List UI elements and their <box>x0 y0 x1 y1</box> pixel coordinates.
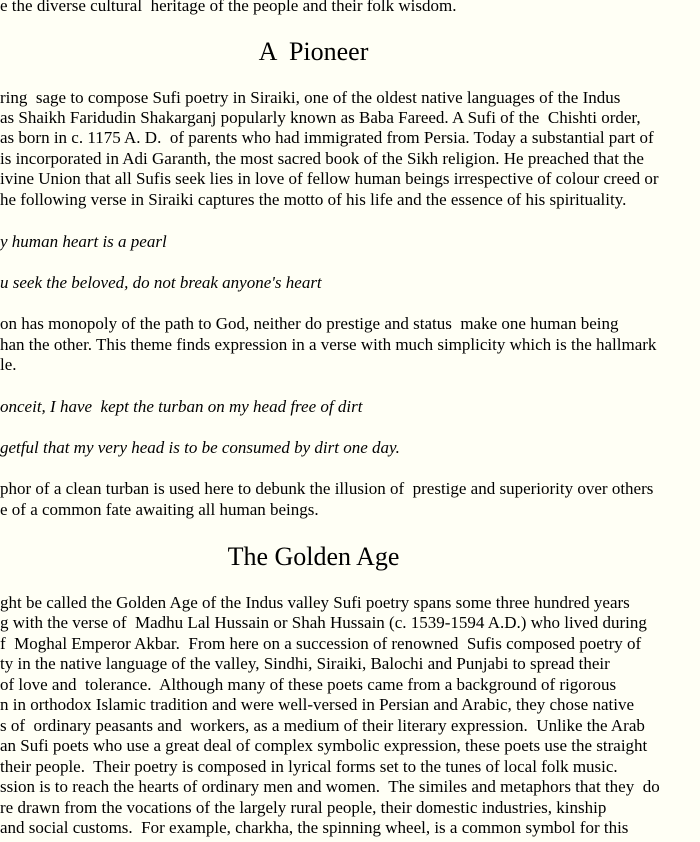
paragraph-line: re drawn from the vocations of the largely rural people, their domestic industries, kinship <box>0 798 607 817</box>
verse-line: getful that my very head is to be consumed by dirt one day. <box>0 438 400 457</box>
paragraph-line: han the other. This theme finds expression in a verse with much simplicity which is the hallmark <box>0 335 657 354</box>
paragraph-line: an Sufi poets who use a great deal of complex symbolic expression, these poets use the straight <box>0 736 648 755</box>
section-title-pioneer: A Pioneer <box>258 37 369 66</box>
verse-line: onceit, I have kept the turban on my head free of dirt <box>0 397 363 416</box>
paragraph-line: phor of a clean turban is used here to debunk the illusion of prestige and superiority over others <box>0 479 654 498</box>
paragraph-line: ssion is to reach the hearts of ordinary men and women. The similes and metaphors that they do <box>0 777 660 796</box>
paragraph-line: ty in the native language of the valley, Sindhi, Siraiki, Balochi and Punjabi to spread their <box>0 654 610 673</box>
paragraph-line: as born in c. 1175 A. D. of parents who had immigrated from Persia. Today a substantial part of <box>0 128 654 147</box>
verse-line: u seek the beloved, do not break anyone's heart <box>0 273 322 292</box>
paragraph-line: s of ordinary peasants and workers, as a medium of their literary expression. Unlike the Arab <box>0 716 645 735</box>
paragraph-line: e of a common fate awaiting all human beings. <box>0 500 319 519</box>
verse-line: y human heart is a pearl <box>0 232 167 251</box>
section-title-golden-age: The Golden Age <box>227 542 400 571</box>
paragraph-line: of love and tolerance. Although many of these poets came from a background of rigorous <box>0 675 617 694</box>
paragraph-line: their people. Their poetry is composed in lyrical forms set to the tunes of local folk music. <box>0 757 618 776</box>
paragraph-line: f Moghal Emperor Akbar. From here on a succession of renowned Sufis composed poetry of <box>0 634 642 653</box>
paragraph-line: and social customs. For example, charkha, the spinning wheel, is a common symbol for this <box>0 818 629 837</box>
paragraph-line: le. <box>0 355 17 374</box>
paragraph-line: ght be called the Golden Age of the Indus valley Sufi poetry spans some three hundred years <box>0 593 630 612</box>
paragraph-line: ivine Union that all Sufis seek lies in love of fellow human beings irrespective of colour creed or <box>0 169 659 188</box>
intro-tail-line: e the diverse cultural heritage of the people and their folk wisdom. <box>0 0 457 15</box>
paragraph-line: is incorporated in Adi Garanth, the most sacred book of the Sikh religion. He preached that the <box>0 149 644 168</box>
paragraph-line: n in orthodox Islamic tradition and were well-versed in Persian and Arabic, they chose native <box>0 695 635 714</box>
paragraph-line: as Shaikh Faridudin Shakarganj popularly known as Baba Fareed. A Sufi of the Chishti order, <box>0 108 641 127</box>
paragraph-line: g with the verse of Madhu Lal Hussain or Shah Hussain (c. 1539-1594 A.D.) who lived during <box>0 613 647 632</box>
paragraph-line: on has monopoly of the path to God, neither do prestige and status make one human being <box>0 314 619 333</box>
paragraph-line: he following verse in Siraiki captures the motto of his life and the essence of his spirituality. <box>0 190 627 209</box>
paragraph-line: ring sage to compose Sufi poetry in Siraiki, one of the oldest native languages of the Indus <box>0 88 621 107</box>
